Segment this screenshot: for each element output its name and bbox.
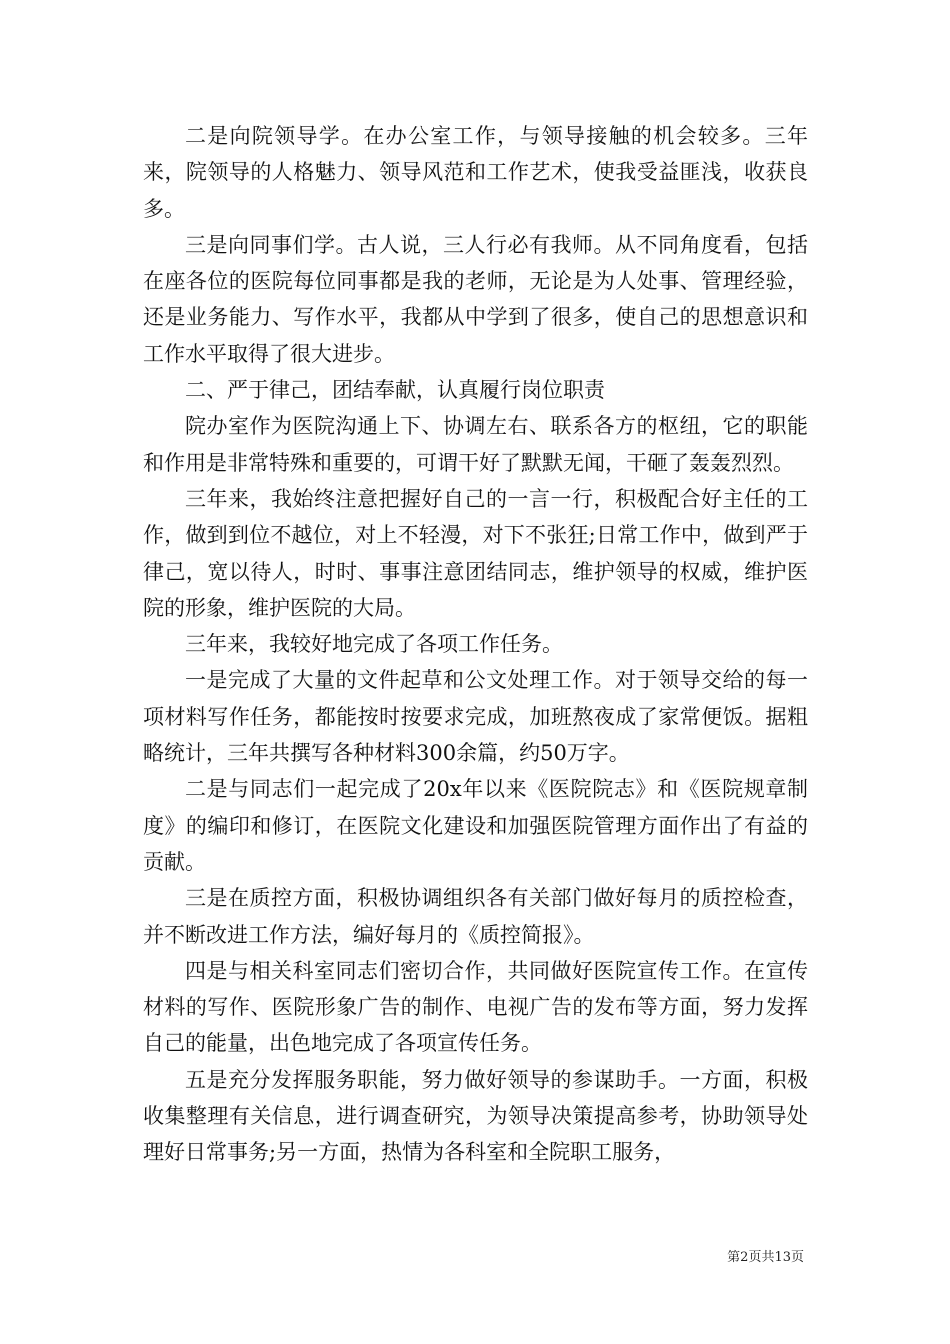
page-number: 第2页共13页 [727, 1250, 804, 1265]
paragraph-quality-control: 三是在质控方面，积极协调组织各有关部门做好每月的质控检查，并不断改进工作方法，编好每月的《质控简报》。 [143, 886, 808, 947]
paragraph-service: 五是充分发挥服务职能，努力做好领导的参谋助手。一方面，积极收集整理有关信息，进行调查研究，为领导决策提高参考，协助领导处理好日常事务;另一方面，热情为各科室和全院职工服务， [143, 1067, 808, 1165]
paragraph-conduct: 三年来，我始终注意把握好自己的一言一行，积极配合好主任的工作，做到到位不越位，对上不轻漫，对下不张狂;日常工作中，做到严于律己，宽以待人，时时、事事注意团结同志，维护领导的权威，维护医院的形象，维护医院的大局。 [143, 486, 808, 620]
paragraph-publicity: 四是与相关科室同志们密切合作，共同做好医院宣传工作。在宣传材料的写作、医院形象广告的制作、电视广告的发布等方面，努力发挥自己的能量，出色地完成了各项宣传任务。 [143, 958, 808, 1056]
paragraph-learn-from-colleagues: 三是向同事们学。古人说，三人行必有我师。从不同角度看，包括在座各位的医院每位同事都是我的老师，无论是为人处事、管理经验，还是业务能力、写作水平，我都从中学到了很多，使自己的思想意识和工作水平取得了很大进步。 [143, 232, 808, 366]
section-heading-discipline: 二、严于律己，团结奉献，认真履行岗位职责 [185, 378, 605, 403]
paragraph-learn-from-leaders: 二是向院领导学。在办公室工作，与领导接触的机会较多。三年来，院领导的人格魅力、领导风范和工作艺术，使我受益匪浅，收获良多。 [143, 124, 808, 221]
paragraph-drafting: 一是完成了大量的文件起草和公文处理工作。对于领导交给的每一项材料写作任务，都能按时按要求完成，加班熬夜成了家常便饭。据粗略统计，三年共撰写各种材料300余篇，约50万字。 [143, 668, 808, 766]
body-text [143, 118, 808, 1171]
paragraph-tasks-intro: 三年来，我较好地完成了各项工作任务。 [185, 632, 563, 657]
paragraph-hospital-records: 二是与同志们一起完成了20x年以来《医院院志》和《医院规章制度》的编印和修订，在医院文化建设和加强医院管理方面作出了有益的贡献。 [143, 777, 808, 874]
paragraph-office-role: 院办室作为医院沟通上下、协调左右、联系各方的枢纽，它的职能和作用是非常特殊和重要的，可谓干好了默默无闻，干砸了轰轰烈烈。 [143, 414, 808, 475]
